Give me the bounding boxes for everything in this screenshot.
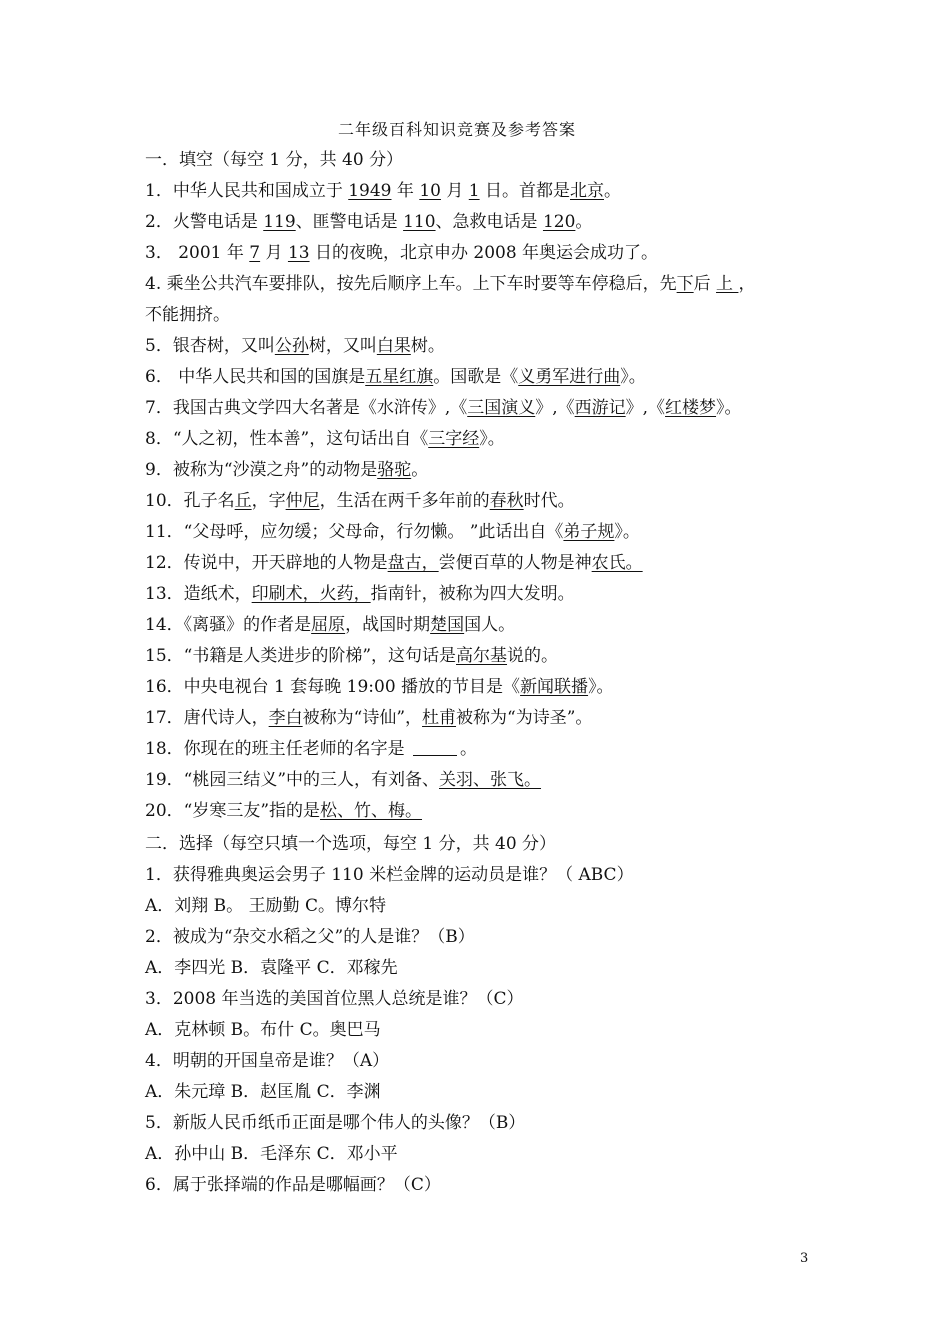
answer-text: 丘 (234, 491, 252, 511)
fill-in-item (145, 521, 640, 543)
choice-options: A．孙中山 B．毛泽东 C．邓小平 (145, 1144, 398, 1164)
question-text: 12．传说中，开天辟地的人物是 (145, 553, 388, 573)
question-text: 18．你现在的班主任老师的名字是 (145, 739, 411, 759)
answer-text: 红楼梦 (665, 398, 717, 418)
question-text: 15．“书籍是人类进步的阶梯”，这句话是 (145, 646, 457, 666)
question-text: 年 (391, 181, 420, 201)
question-text: 》,《 (625, 398, 666, 418)
fill-in-item (145, 769, 541, 791)
question-text: 14．《离骚》的作者是 (145, 615, 312, 635)
answer-text: 公孙 (274, 336, 309, 356)
answer-text: 三国演义 (467, 398, 536, 418)
question-text: 10．孔子名 (145, 491, 235, 511)
question-text: 后 (693, 274, 717, 294)
question-text: ， (738, 274, 756, 294)
question-text: 19．“桃园三结义”中的三人，有刘备、 (145, 770, 440, 790)
section1-heading: 一．填空（每空 1 分，共 40 分） (145, 150, 404, 170)
fill-in-item (145, 614, 515, 636)
answer-text: 李白 (268, 708, 303, 728)
fill-in-item (145, 366, 646, 388)
fill-in-item (145, 397, 742, 419)
question-text: 5．银杏树，又叫 (145, 336, 275, 356)
choice-options: A．刘翔 B。 王励勤 C。博尔特 (145, 896, 386, 916)
question-text: 树，又叫 (308, 336, 377, 356)
question-text: 国人。 (464, 615, 516, 635)
answer-text: 义勇军进行曲 (518, 367, 621, 387)
answer-text: 1 (468, 181, 480, 201)
fill-in-item (145, 676, 614, 698)
question-text: 说的。 (507, 646, 559, 666)
answer-text: 西游记 (574, 398, 626, 418)
question-text: 被称为“诗仙”， (302, 708, 423, 728)
question-text: 被称为“为诗圣”。 (456, 708, 593, 728)
question-text: 。 (604, 181, 621, 201)
question-text: ，字 (251, 491, 286, 511)
question-text: 。 (575, 212, 593, 232)
answer-text: 农氏。 (591, 553, 643, 573)
answer-text: 高尔基 (456, 646, 508, 666)
answer-text: 110 (403, 212, 436, 232)
answer-text: 楚国 (430, 615, 465, 635)
answer-text: 屈原 (311, 615, 346, 635)
question-text: 》。 (479, 429, 505, 449)
question-text: 》,《 (535, 398, 575, 418)
fill-in-item (145, 645, 558, 667)
question-text: 、急救电话是 (435, 212, 543, 232)
answer-text: 杜甫 (422, 708, 457, 728)
question-text: 指南针，被称为四大发明。 (370, 584, 575, 604)
answer-text: 119 (263, 212, 296, 232)
answer-text: 1949 (348, 181, 392, 201)
fill-in-item (145, 459, 428, 481)
fill-in-item (145, 428, 505, 450)
answer-text: 上 (716, 274, 739, 294)
answer-text: 13 (287, 243, 310, 263)
answer-blank (413, 739, 457, 756)
question-text: 月 (260, 243, 288, 263)
choice-options: A．克林顿 B。布什 C。奥巴马 (145, 1020, 381, 1040)
fill-in-item (145, 180, 621, 202)
answer-text: 春秋 (489, 491, 524, 511)
choice-question: 6．属于张择端的作品是哪幅画？（C） (145, 1175, 441, 1195)
answer-text: 北京 (570, 181, 604, 201)
question-text: 1．中华人民共和国成立于 (145, 181, 349, 201)
answer-text: 仲尼 (285, 491, 320, 511)
answer-text: 五星红旗 (365, 367, 434, 387)
question-text: 。国歌是《 (433, 367, 519, 387)
question-text: 8．“人之初，性本善”，这句话出自《 (145, 429, 429, 449)
question-text: 20．“岁寒三友”指的是 (145, 801, 321, 821)
question-text: ，生活在两千多年前的 (319, 491, 490, 511)
fill-in-item (145, 707, 592, 729)
question-text: 9．被称为“沙漠之舟”的动物是 (145, 460, 378, 480)
answer-text: 印刷术， (251, 584, 320, 604)
answer-text: 白果 (376, 336, 411, 356)
fill-in-item (145, 211, 592, 233)
question-text: 16．中央电视台 1 套每晚 19:00 播放的节目是《 (145, 677, 521, 697)
question-text: 7．我国古典文学四大名著是《水浒传》,《 (145, 398, 468, 418)
question-text: 月 (440, 181, 469, 201)
question-text: 日。首都是 (479, 181, 570, 201)
question-text: 。 (460, 739, 478, 759)
question-text: 4. 乘坐公共汽车要排队，按先后顺序上车。上下车时要等车停稳后，先 (145, 274, 677, 294)
question-text: 日的夜晚，北京申办 2008 年奥运会成功了。 (309, 243, 659, 263)
fill-in-item (145, 583, 575, 605)
choice-options: A．朱元璋 B．赵匡胤 C．李渊 (145, 1082, 381, 1102)
choice-question: 2．被成为“杂交水稻之父”的人是谁？（B） (145, 927, 475, 947)
answer-text: 三字经 (428, 429, 480, 449)
answer-text: 120 (542, 212, 576, 232)
question-text: 》。 (716, 398, 742, 418)
question-text: 。 (411, 460, 429, 480)
answer-text: 骆驼 (377, 460, 412, 480)
question-text: 尝便百草的人物是神 (438, 553, 592, 573)
question-text: 》。 (614, 522, 640, 542)
answer-text: 松、竹、梅。 (320, 801, 423, 821)
fill-in-item (145, 273, 755, 295)
question-text: 17．唐代诗人， (145, 708, 269, 728)
answer-text: 7 (249, 243, 261, 263)
choice-options: A．李四光 B．袁隆平 C．邓稼先 (145, 958, 398, 978)
question-text: 、匪警电话是 (295, 212, 404, 232)
answer-text: 张飞。 (490, 770, 542, 790)
answer-text: 新闻联播 (520, 677, 589, 697)
question-text: 树。 (410, 336, 445, 356)
question-text: ，战国时期 (345, 615, 431, 635)
page-title: 二年级百科知识竞赛及参考答案 (338, 120, 577, 139)
section2-heading: 二．选择（每空只填一个选项，每空 1 分，共 40 分） (145, 834, 557, 854)
question-text: 》。 (620, 367, 646, 387)
page-number: 3 (800, 1251, 809, 1266)
question-text: 6． 中华人民共和国的国旗是 (145, 367, 366, 387)
fill-in-item (145, 738, 477, 760)
fill-in-item (145, 800, 422, 822)
answer-text: 盘古， (387, 553, 439, 573)
fill-in-item (145, 552, 643, 574)
question-text: 2．火警电话是 (145, 212, 264, 232)
choice-question: 4．明朝的开国皇帝是谁？（A） (145, 1051, 390, 1071)
fill-in-item (145, 242, 658, 264)
choice-question: 1．获得雅典奥运会男子 110 米栏金牌的运动员是谁？（ ABC） (145, 865, 634, 885)
fill-in-item (145, 335, 445, 357)
choice-question: 5．新版人民币纸币正面是哪个伟人的头像？（B） (145, 1113, 526, 1133)
question-text: 》。 (588, 677, 614, 697)
question-text: 不能拥挤。 (145, 305, 230, 325)
question-text: 13．造纸术， (145, 584, 252, 604)
question-text: 3． 2001 年 (145, 243, 250, 263)
choice-question: 3．2008 年当选的美国首位黑人总统是谁？（C） (145, 989, 524, 1009)
question-text: 11．“父母呼，应勿缓；父母命，行勿懒。 ”此话出自《 (145, 522, 564, 542)
answer-text: 关羽、 (439, 770, 491, 790)
answer-text: 弟子规 (563, 522, 615, 542)
question-text: 时代。 (523, 491, 575, 511)
answer-text: 火药， (319, 584, 371, 604)
fill-in-item (145, 490, 575, 512)
fill-in-item (145, 304, 230, 326)
answer-text: 下 (676, 274, 694, 294)
answer-text: 10 (419, 181, 441, 201)
